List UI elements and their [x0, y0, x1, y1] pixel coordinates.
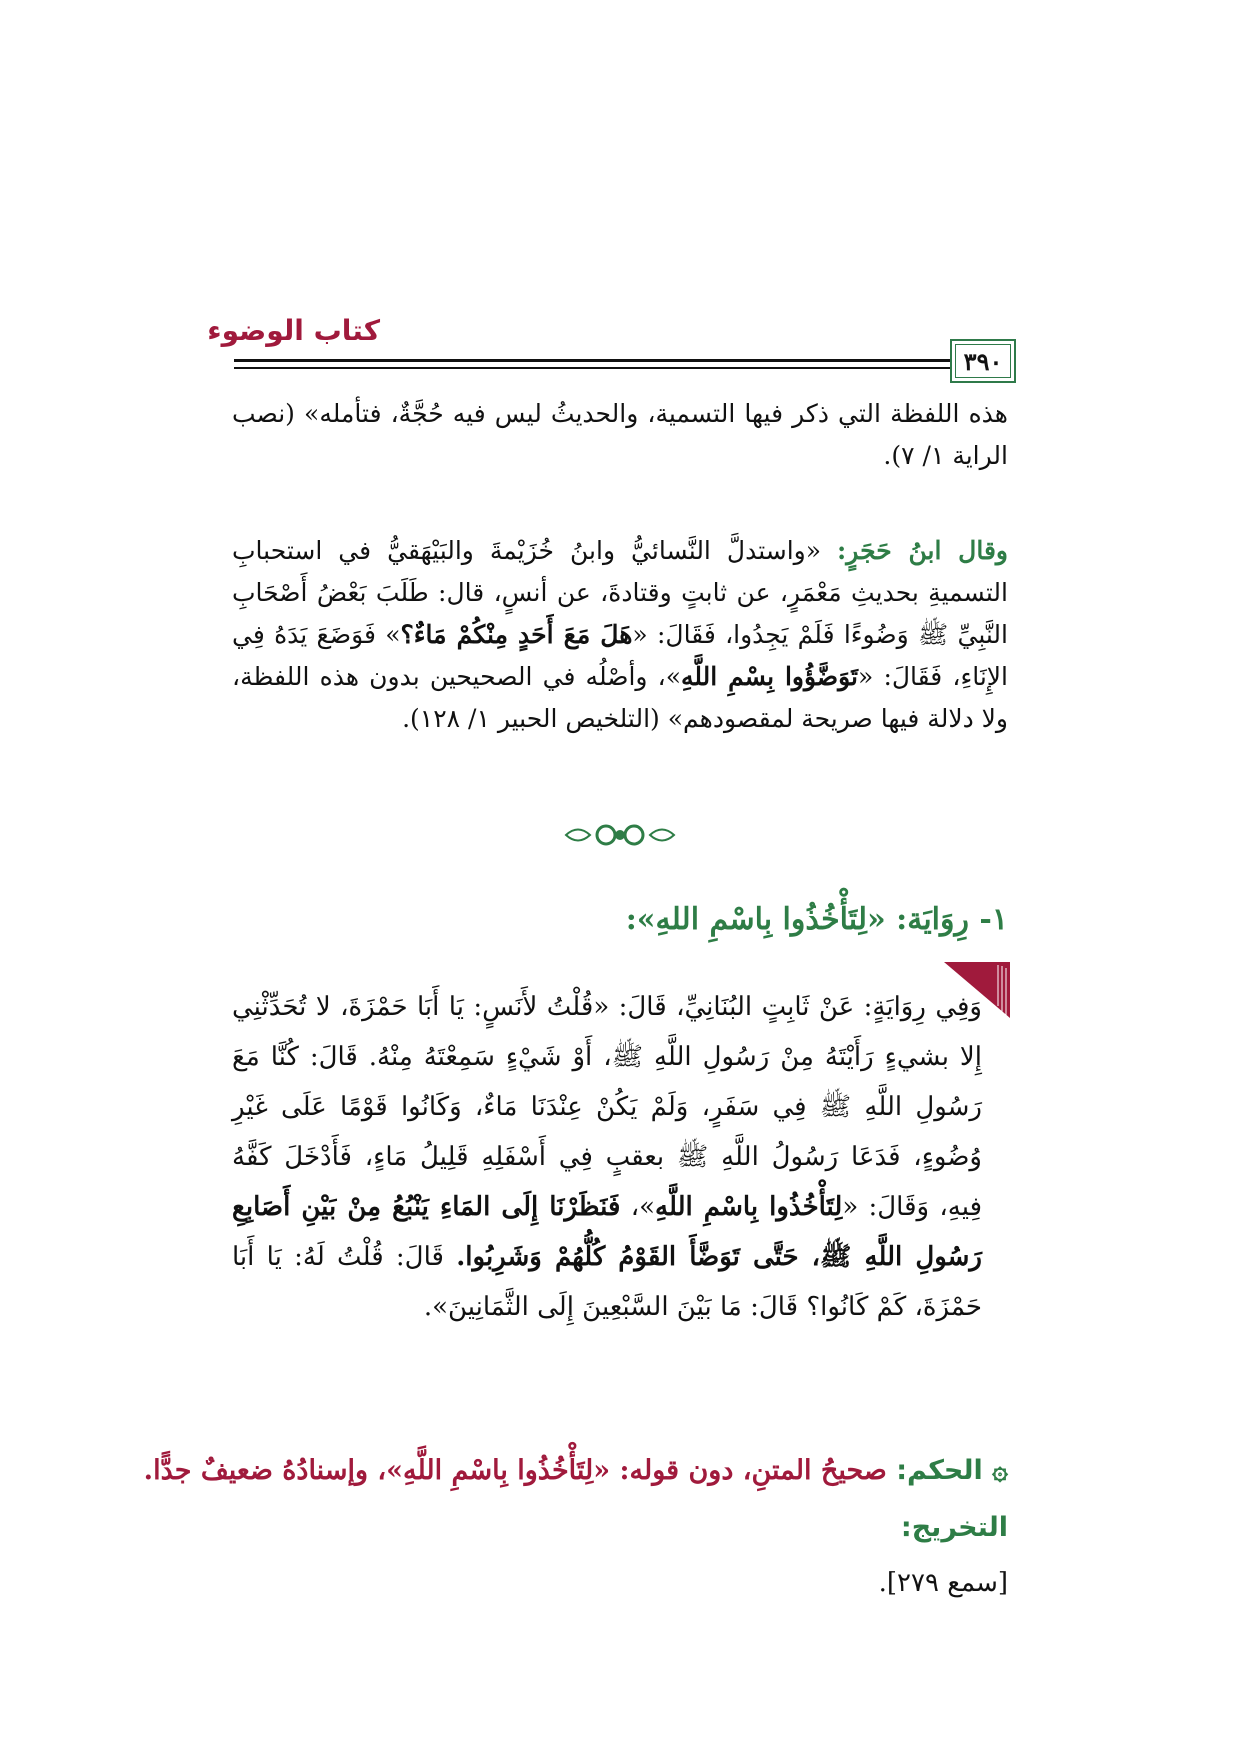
- hadith-phrase: فَنَظَرْنَا إِلَى المَاءِ يَنْبُعُ مِنْ بَيْنِ أَصَابِعِ رَسُولِ اللَّهِ ﷺ، حَتَّى تَوَضَّأَ القَوْمُ كُلُّهُمْ وَشَرِبُوا.: [232, 1192, 982, 1272]
- hadith-text: »،: [620, 1192, 656, 1222]
- ruling-line: [144, 1455, 1008, 1486]
- hadith-phrase: تَوَضَّؤُوا بِسْمِ اللَّهِ: [681, 662, 858, 691]
- paragraph-text: هذه اللفظة التي ذكر فيها التسمية، والحديثُ ليس فيه حُجَّةٌ، فتأمله» (نصب الراية ١/ ٧).: [232, 399, 1008, 470]
- hadith-phrase: لِتَأْخُذُوا بِاسْمِ اللَّهِ: [655, 1192, 843, 1222]
- sama-reference: [سمع ٢٧٩].: [878, 1568, 1008, 1598]
- paragraph-ibn-hajar: [232, 530, 1008, 740]
- hadith-phrase: هَلَ مَعَ أَحَدٍ مِنْكُمْ مَاءٌ؟: [400, 620, 633, 649]
- section-heading: ١- رِوَايَة: «لِتَأْخُذُوا بِاسْمِ اللهِ»:: [625, 902, 1008, 937]
- ruling-label: الحكم:: [896, 1455, 983, 1486]
- ornament-divider-icon: [560, 820, 680, 850]
- header-rule-thin: [234, 367, 1007, 369]
- page-number-frame: [950, 339, 1016, 383]
- paragraph-text: » فَوَضَعَ يَدَهُ فِي الإِنَاءِ، فَقَالَ: «: [232, 620, 1008, 691]
- hadith-text: قَالَ: قُلْتُ لَهُ: يَا أَبَا حَمْزَةَ، كَمْ كَانُوا؟ قَالَ: مَا بَيْنَ السَّبْعِينَ إِلَى الثَّمَانِينَ».: [232, 1242, 982, 1322]
- speaker-label: وقال ابنُ حَجَرٍ:: [837, 536, 1008, 565]
- paragraph-text: «واستدلَّ النَّسائيُّ وابنُ خُزَيْمةَ والبَيْهَقيُّ في استحبابِ التسميةِ بحديثِ مَعْمَرٍ، عن ثابتٍ وقتادةَ، عن أنسٍ، قال: طَلَبَ بَعْضُ أَصْحَابِ النَّبِيِّ ﷺ وَضُوءًا فَلَمْ يَجِدُوا، فَقَالَ: «: [232, 536, 1008, 649]
- page-number: ٣٩٠: [963, 346, 1003, 376]
- ruling-text: صحيحُ المتنِ، دون قوله: «لِتَأْخُذُوا بِاسْمِ اللَّهِ»، وإسنادُهُ ضعيفٌ جدًّا.: [143, 1455, 897, 1486]
- paragraph-quote-end: [232, 393, 1008, 477]
- paragraph-text: »، وأصْلُه في الصحيحين بدون هذه اللفظة، ولا دلالة فيها صريحة لمقصودهم» (التلخيص الحبير ١/ ١٢٨).: [232, 662, 1008, 733]
- header-rule: [234, 359, 1007, 362]
- ruling-mark-icon: ۞: [992, 1455, 1008, 1486]
- hadith-text: وَفِي رِوَايَةٍ: عَنْ ثَابِتٍ البُنَانِيِّ، قَالَ: «قُلْتُ لأَنَسٍ: يَا أَبَا حَمْزَةَ، لا تُحَدِّثْنِي إِلا بشيءٍ رَأَيْتَهُ مِنْ رَسُولِ اللَّهِ ﷺ، أَوْ شَيْءٍ سَمِعْتَهُ مِنْهُ. قَالَ: كُنَّا مَعَ رَسُولِ اللَّهِ ﷺ فِي سَفَرٍ، وَلَمْ يَكُنْ عِنْدَنَا مَاءٌ، وَكَانُوا قَوْمًا عَلَى غَيْرِ وُضُوءٍ، فَدَعَا رَسُولُ اللَّهِ ﷺ بعقبٍ فِي أَسْفَلِهِ قَلِيلُ مَاءٍ، فَأَدْخَلَ كَفَّهُ فِيهِ، وَقَالَ: «: [232, 992, 982, 1222]
- hadith-text-block: [232, 982, 982, 1332]
- book-title: كتاب الوضوء: [207, 314, 380, 347]
- takhrij-label: التخريج:: [900, 1512, 1008, 1543]
